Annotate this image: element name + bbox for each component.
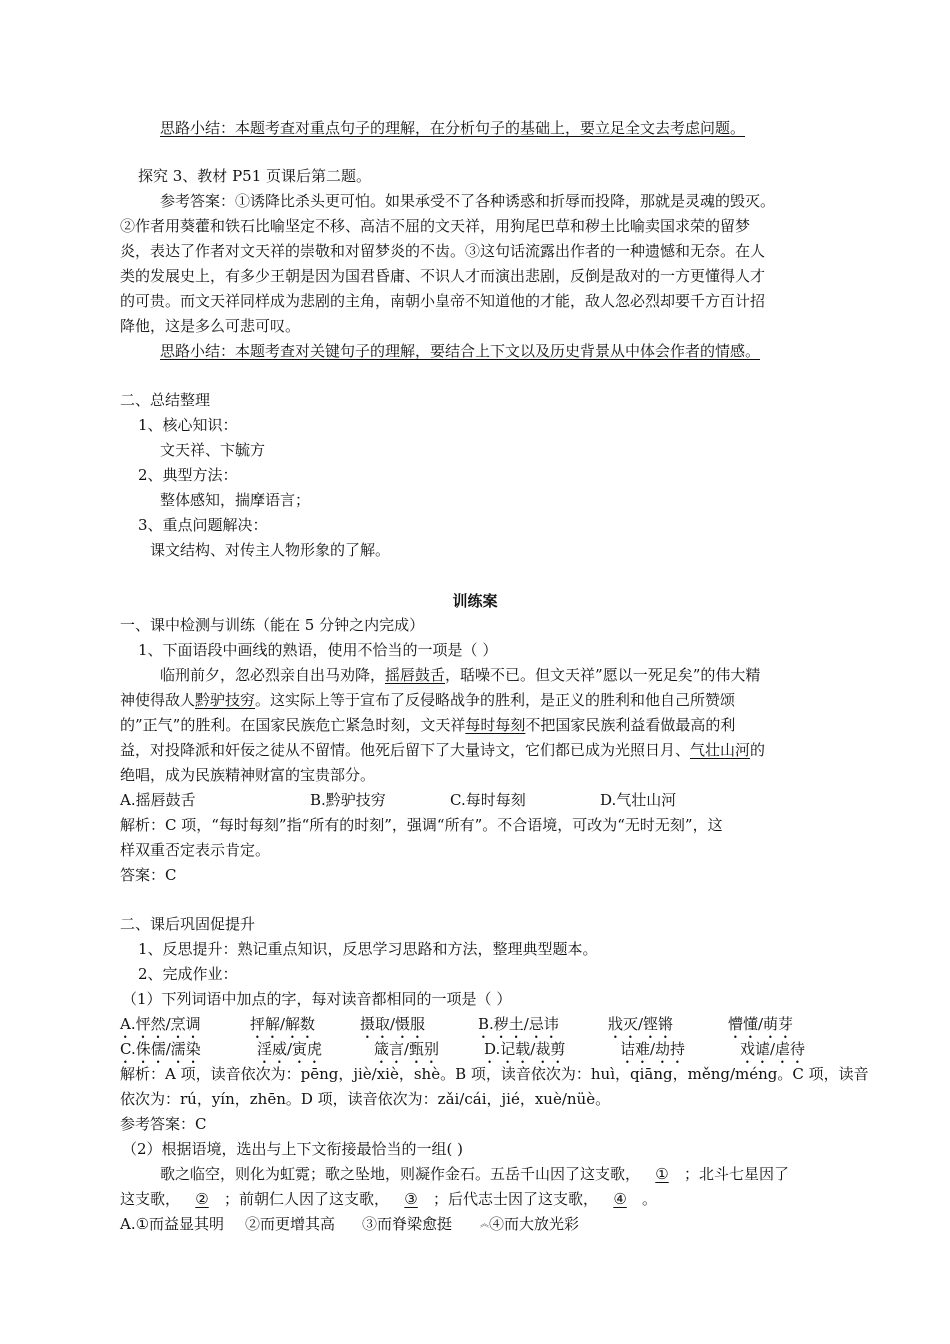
blank-4: ④ — [613, 1190, 627, 1208]
blank-3: ③ — [404, 1190, 418, 1208]
answer-c: 答案：C — [120, 866, 177, 884]
reflection-line: 1、反思提升：熟记重点知识，反思学习思路和方法，整理典型题本。 — [138, 940, 598, 958]
summary-line-2: 思路小结：本题考查对关键句子的理解，要结合上下文以及历史背景从中体会作者的情感。 — [160, 342, 761, 360]
homework-question-2: （2）根据语境，选出与上下文衔接最恰当的一组( ) — [122, 1140, 464, 1158]
passage-line: 的”正气”的胜利。在国家民族危亡紧急时刻，文天祥每时每刻不把国家民族利益看做最高的利 — [120, 716, 736, 734]
core-knowledge-value: 文天祥、卞毓方 — [160, 441, 266, 459]
option-b-1: B.秽土/忌讳 — [478, 1015, 559, 1033]
pinyin-explanation: 依次为：rú，yín，zhēn。D 项，读音依次为：zǎi/cái，jié，xuè/nüè。 — [120, 1090, 611, 1108]
option-a-2: 抨解/解数 — [250, 1015, 316, 1033]
passage-line: 益，对投降派和奸佞之徒从不留情。他死后留下了大量诗文，它们都已成为光照日月、气壮山河的 — [120, 741, 766, 759]
context-line: 这支歌， ② ；前朝仁人因了这支歌， ③ ；后代志士因了这支歌， ④ 。 — [120, 1187, 657, 1212]
explanation-line: 样双重否定表示肯定。 — [120, 841, 271, 859]
explanation-line: 解析：C 项，“每时每刻”指“所有的时刻”，强调“所有”。不合语境，可改为“无时无刻”，这 — [120, 816, 723, 834]
method-value: 整体感知，揣摩语言； — [160, 491, 311, 509]
key-issue-label: 3、重点问题解决： — [138, 516, 268, 534]
method-label: 2、典型方法： — [138, 466, 238, 484]
option-b: B.黔驴技穷 — [310, 791, 386, 809]
after-class-heading: 二、课后巩固促提升 — [120, 915, 256, 933]
answer-line: 的可贵。而文天祥同样成为悲剧的主角，南朝小皇帝不知道他的才能，敌人忽必烈却要千方百计招 — [120, 292, 766, 310]
homework-label: 2、完成作业： — [138, 965, 238, 983]
passage-line: 临刑前夕，忽必烈亲自出马劝降，摇唇鼓舌，聒噪不已。但文天祥”愿以一死足矣”的伟大精 — [160, 666, 761, 684]
option-d-2: 诘难/劫持 — [620, 1040, 686, 1058]
mark-icon: ︽ — [480, 1219, 490, 1230]
option-a-1: A.怦然/烹调 — [120, 1015, 201, 1033]
option-b-2: 戕灭/铿锵 — [608, 1015, 674, 1033]
option-a-3: 摄取/慑服 — [360, 1015, 426, 1033]
training-section-1: 一、课中检测与训练（能在 5 分钟之内完成） — [120, 616, 425, 634]
option-b-3: 懵懂/萌芽 — [728, 1015, 794, 1033]
answer-line: 炎，表达了作者对文天祥的崇敬和对留梦炎的不齿。③这句话流露出作者的一种遗憾和无奈。在人 — [120, 242, 766, 260]
pinyin-explanation: 解析：A 项，读音依次为：pēng，jiè/xiè，shè。B 项，读音依次为：huì，qiāng，měng/méng。C 项，读音 — [120, 1065, 869, 1083]
section-summary-heading: 二、总结整理 — [120, 391, 211, 409]
training-title: 训练案 — [452, 592, 498, 610]
option-c-3: 箴言/甄别 — [374, 1040, 440, 1058]
homework-answer: 参考答案：C — [120, 1115, 207, 1133]
option-d: D.气壮山河 — [600, 791, 677, 809]
context-line: 歌之临空，则化为虹霓；歌之坠地，则凝作金石。五岳千山因了这支歌， ① ；北斗七星因了 — [160, 1162, 789, 1187]
core-knowledge-label: 1、核心知识： — [138, 416, 238, 434]
answer-line: 降他，这是多么可悲可叹。 — [120, 317, 301, 335]
passage-line: 绝唱，成为民族精神财富的宝贵部分。 — [120, 766, 376, 784]
homework-question-1: （1）下列词语中加点的字，每对读音都相同的一项是（ ） — [122, 990, 512, 1008]
option-c: C.每时每刻 — [450, 791, 526, 809]
answer-line: 类的发展史上，有多少王朝是因为国君昏庸、不识人才而演出悲剧，反倒是敌对的一方更懂得人才 — [120, 267, 766, 285]
explore-3-title: 探究 3、教材 P51 页课后第二题。 — [138, 167, 372, 185]
option-d-3: 戏谑/虐待 — [740, 1040, 806, 1058]
blank-2: ② — [195, 1190, 209, 1208]
summary-line-1: 思路小结：本题考查对重点句子的理解，在分析句子的基础上，要立足全文去考虑问题。 — [160, 119, 746, 137]
passage-line: 神使得敌人黔驴技穷。这实际上等于宣布了反侵略战争的胜利，是正义的胜利和他自己所赞颂 — [120, 691, 736, 709]
option-d-1: D.记载/裁剪 — [484, 1040, 566, 1058]
key-issue-value: 课文结构、对传主人物形象的了解。 — [150, 541, 391, 559]
option-c-1: C.侏儒/濡染 — [120, 1040, 201, 1058]
option-a: A.摇唇鼓舌 — [120, 791, 196, 809]
answer-line: 参考答案：①诱降比杀头更可怕。如果承受不了各种诱惑和折辱而投降，那就是灵魂的毁灭。 — [160, 192, 776, 210]
final-option-a: A.①而益显其明 ②而更增其高 ③而脊梁愈挺 ︽④而大放光彩 — [120, 1215, 580, 1233]
blank-1: ① — [655, 1165, 669, 1183]
answer-line: ②作者用葵藿和铁石比喻坚定不移、高洁不屈的文天祥，用狗尾巴草和秽土比喻卖国求荣的留梦 — [120, 217, 751, 235]
options-row — [120, 788, 676, 813]
option-c-2: 淫威/寅虎 — [257, 1040, 323, 1058]
question-1: 1、下面语段中画线的熟语，使用不恰当的一项是（ ） — [138, 641, 498, 659]
